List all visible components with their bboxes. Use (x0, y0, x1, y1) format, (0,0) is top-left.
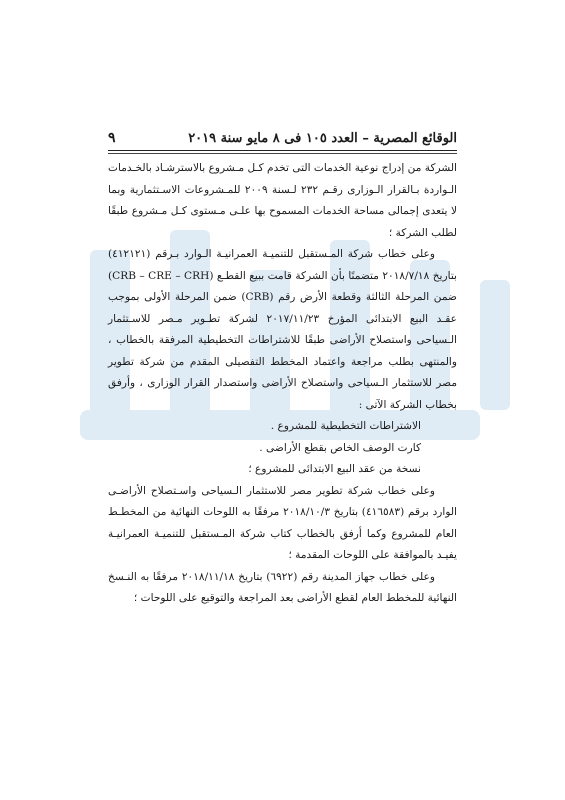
page-header (108, 124, 457, 146)
list-item: كارت الوصف الخاص بقطع الأراضى . (259, 441, 421, 454)
page-number: ٩ (108, 130, 116, 146)
body-text (108, 158, 457, 610)
paragraph-city-authority-letter: وعلى خطاب جهاز المدينة رقم (٦٩٢٢) بتاريخ ٢٠١٨/١١/١٨ مرفقًا به النـسخ النهائية للمخطط العام لقطع الأراضى بعد المراجعة والتوقيع على اللوحات ؛ (108, 570, 457, 604)
header-rule (108, 150, 457, 151)
attachments-list (108, 416, 457, 481)
gazette-title: الوقائع المصرية – العدد ١٠٥ فى ٨ مايو سنة ٢٠١٩ (188, 131, 457, 146)
list-item: الاشتراطات التخطيطية للمشروع . (270, 420, 421, 432)
paragraph-continuation: الشركة من إدراج نوعية الخدمات التى تخدم كـل مـشروع بالاسترشـاد بالخـدمات الـواردة بـالقرار الـوزارى رقـم ٢٣٢ لـسنة ٢٠٠٩ للمـشروعات الاسـتثمارية وبما لا يتعدى إجمالى مساحة الخدمات المسموح بها علـى مـستوى كـل مـشروع طبقًا لطلب الشركة ؛ (108, 162, 457, 239)
list-item: نسخة من عقد البيع الابتدائى للمشروع ؛ (248, 463, 421, 475)
paragraph-future-company-letter: وعلى خطاب شركة المـستقبل للتنميـة العمرانيـة الـوارد بـرقم (٤١٢١٢١) بتاريخ ٢٠١٨/٧/١٨ متضمنًا بأن الشركة قامت ببيع القطـع (CRB – CRE – CRH) ضمن المرحلة الثالثة وقطعة الأرض رقم (CRB) ضمن المرحلة الأولى بموجب عقـد البيع الابتدائى المؤرخ ٢٠١٧/١١/٢٣ لشركة تطـوير مـصر للاسـتثمار الـسياحى واستصلاح الأراضى طبقًا للاشتراطات التخطيطية المرفقة بالخطاب ، والمنتهى بطلب مراجعة واعتماد المخطط التفصيلى المقدم من شركة تطوير مصر للاستثمار الـسياحى واستصلاح الأراضى واستصدار القرار الوزارى ، وأرفق بخطاب الشركة الآتى : (108, 248, 457, 411)
header-rule-thin (108, 153, 457, 154)
paragraph-development-company-letter: وعلى خطاب شركة تطوير مصر للاستثمار الـسياحى واسـتصلاح الأراضـى الوارد برقم (٤١٦٥٨٣) بتاريخ ٢٠١٨/١٠/٣ مرفقًا به اللوحات النهائية من المخطـط العام للمشروع وكما أرفق بالخطاب كتاب شركة المـستقبل للتنميـة العمرانيـة يفيـد بالموافقة على اللوحات المقدمة ؛ (108, 484, 457, 561)
